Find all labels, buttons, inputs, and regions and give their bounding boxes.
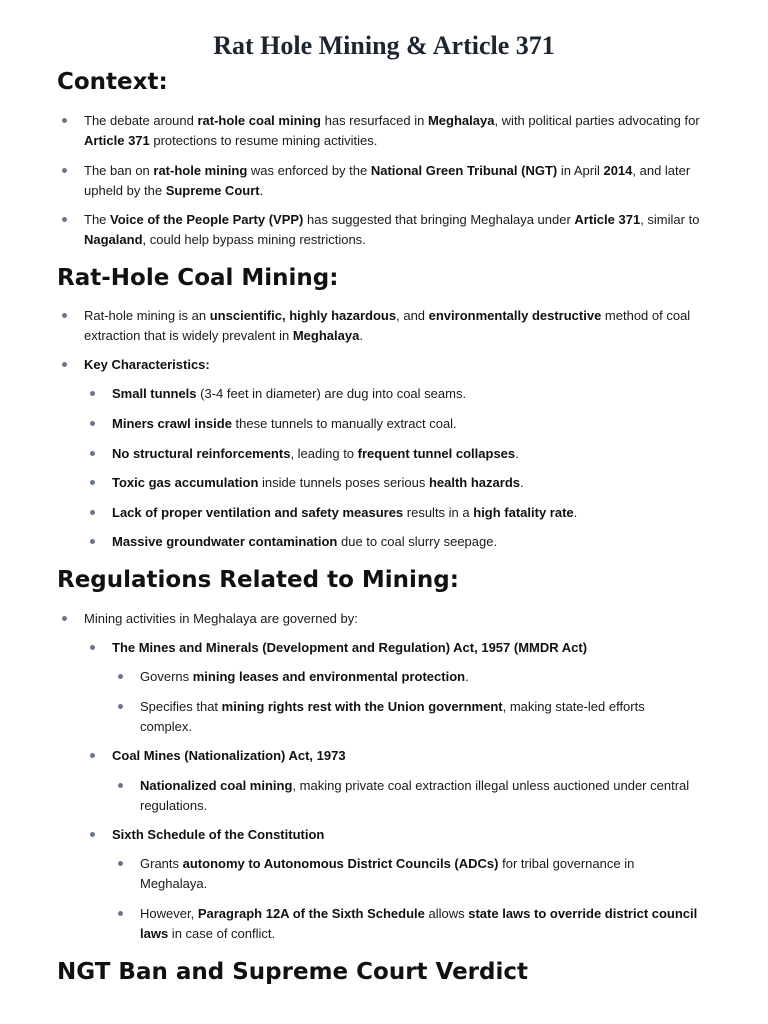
bullet-paragraph-12a: However, Paragraph 12A of the Sixth Schedule allows state laws to override district council laws in case of conflict. (140, 904, 700, 943)
bullet-ventilation: Lack of proper ventilation and safety measures results in a high fatality rate. (112, 503, 712, 523)
bullet-no-reinforcements: No structural reinforcements, leading to frequent tunnel collapses. (112, 444, 712, 464)
bullet-ngt-ban: The ban on rat-hole mining was enforced by the National Green Tribunal (NGT) in April 2014, and later upheld by the Supreme Court. (84, 161, 714, 200)
heading-rat-hole-coal-mining: Rat-Hole Coal Mining: (57, 265, 339, 291)
bullet-nationalized: Nationalized coal mining, making private coal extraction illegal unless auctioned under central regulations. (140, 776, 700, 815)
bullet-sixth-schedule: Sixth Schedule of the Constitution (112, 825, 712, 845)
heading-ngt-supreme-court: NGT Ban and Supreme Court Verdict (57, 959, 528, 985)
bullet-key-characteristics: Key Characteristics: (84, 355, 714, 375)
bullet-small-tunnels: Small tunnels (3-4 feet in diameter) are dug into coal seams. (112, 384, 712, 404)
bullet-governed-by: Mining activities in Meghalaya are governed by: (84, 609, 714, 629)
bullet-mmdr-act: The Mines and Minerals (Development and Regulation) Act, 1957 (MMDR Act) (112, 638, 712, 658)
bullet-definition: Rat-hole mining is an unscientific, highly hazardous, and environmentally destructive method of coal extraction that is widely prevalent in Meghalaya. (84, 306, 714, 345)
bullet-mining-leases: Governs mining leases and environmental protection. (140, 667, 700, 687)
page-title: Rat Hole Mining & Article 371 (213, 31, 555, 60)
bullet-groundwater: Massive groundwater contamination due to coal slurry seepage. (112, 532, 712, 552)
bullet-mining-rights: Specifies that mining rights rest with the Union government, making state-led efforts complex. (140, 697, 700, 736)
bullet-toxic-gas: Toxic gas accumulation inside tunnels poses serious health hazards. (112, 473, 712, 493)
bullet-debate: The debate around rat-hole coal mining has resurfaced in Meghalaya, with political parties advocating for Article 371 protections to resume mining activities. (84, 111, 714, 150)
bullet-miners-crawl: Miners crawl inside these tunnels to manually extract coal. (112, 414, 712, 434)
bullet-coal-mines-act: Coal Mines (Nationalization) Act, 1973 (112, 746, 712, 766)
heading-regulations: Regulations Related to Mining: (57, 567, 459, 593)
heading-context: Context: (57, 69, 168, 95)
bullet-vpp: The Voice of the People Party (VPP) has suggested that bringing Meghalaya under Article 371, similar to Nagaland, could help bypass mining restrictions. (84, 210, 714, 249)
bullet-adc-autonomy: Grants autonomy to Autonomous District Councils (ADCs) for tribal governance in Meghalaya. (140, 854, 700, 893)
